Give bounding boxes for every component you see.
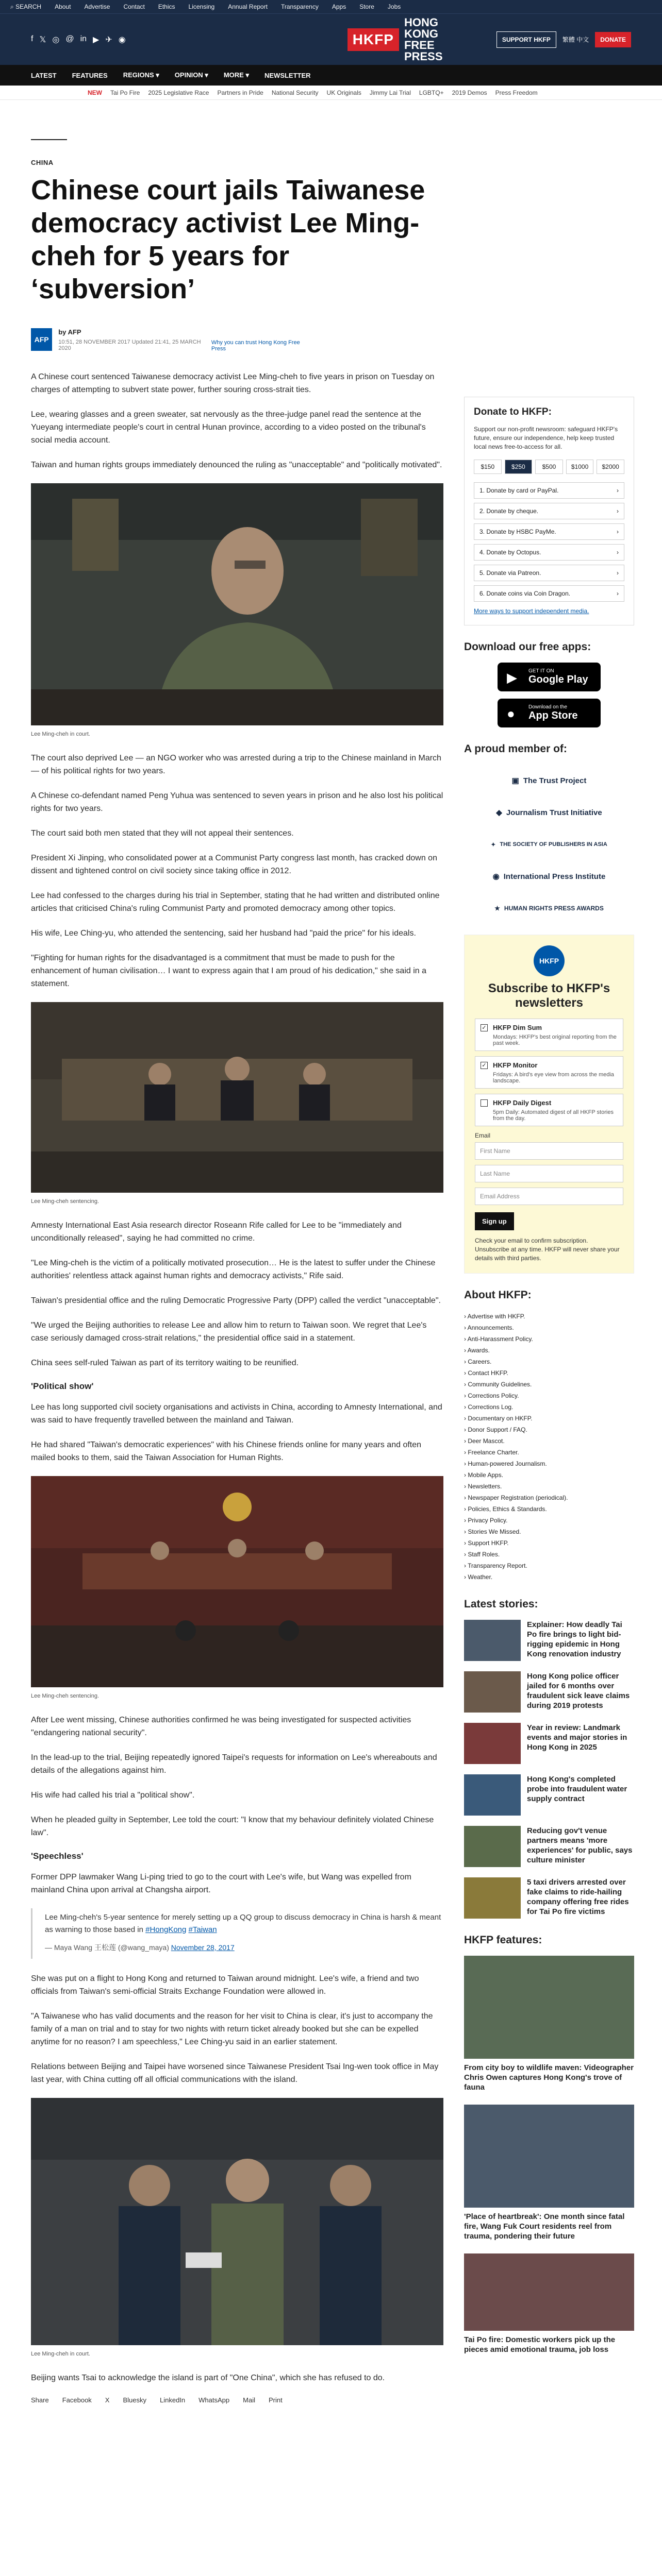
member-logo[interactable]	[464, 860, 634, 892]
feature-story[interactable]	[464, 2105, 634, 2241]
paragraph: She was put on a flight to Hong Kong and returned to Taiwan around midnight. Lee's wife, a friend and two officials from Taiwan's semi-official Straits Exchange Foundation were allowed in.	[31, 1974, 419, 1996]
about-link[interactable]: › Careers.	[464, 1356, 634, 1367]
member-name: HUMAN RIGHTS PRESS AWARDS	[504, 905, 604, 912]
story-thumbnail	[464, 1671, 521, 1713]
top-utility-bar	[0, 0, 662, 13]
about-link[interactable]: › Transparency Report.	[464, 1560, 634, 1571]
amount-option[interactable]: $250	[505, 460, 533, 474]
latest-title: Latest stories:	[464, 1598, 538, 1610]
article	[31, 139, 443, 2404]
paragraph: Taiwan's presidential office and the ruling Democratic Progressive Party (DPP) called the verdict "unacceptable".	[31, 1296, 441, 1305]
about-link[interactable]: › Deer Mascot.	[464, 1435, 634, 1447]
topbar-link[interactable]: About	[55, 3, 71, 10]
byline	[31, 328, 443, 352]
chevron-right-icon: ›	[617, 528, 619, 535]
courtroom-photo	[31, 1476, 443, 1687]
about-link[interactable]: › Freelance Charter.	[464, 1447, 634, 1458]
paragraph: After Lee went missing, Chinese authorities confirmed he was being investigated for suspected activities "endangering national security".	[31, 1716, 411, 1737]
main-nav	[0, 65, 662, 86]
site-logo[interactable]	[347, 17, 466, 62]
figure	[31, 1002, 443, 1205]
about-link[interactable]: › Donor Support / FAQ.	[464, 1424, 634, 1435]
donate-box	[464, 397, 634, 625]
story-title: Year in review: Landmark events and major stories in Hong Kong in 2025	[527, 1723, 627, 1752]
chevron-right-icon: ›	[617, 507, 619, 515]
rss-icon[interactable]: ◉	[118, 35, 126, 44]
feature-image	[464, 1956, 634, 2059]
donate-method[interactable]	[474, 565, 624, 581]
google-play-badge[interactable]	[498, 663, 601, 691]
trust-project-icon: ▣	[511, 776, 519, 785]
member-name: THE SOCIETY OF PUBLISHERS IN ASIA	[500, 841, 607, 848]
paragraph: A Chinese co-defendant named Peng Yuhua was sentenced to seven years in prison and he also lost his political rights for two years.	[31, 791, 443, 813]
trending-link[interactable]: National Security	[271, 89, 319, 96]
author-name[interactable]: AFP	[68, 328, 81, 336]
nav-item[interactable]: NEWSLETTER	[264, 71, 311, 79]
share-whatsapp[interactable]: WhatsApp	[198, 2396, 230, 2404]
paragraph: His wife, Lee Ching-yu, who attended the sentencing, said her husband had "paid the price" for his ideals.	[31, 929, 416, 938]
donate-method[interactable]	[474, 523, 624, 540]
topbar-link[interactable]: Licensing	[188, 3, 215, 10]
option-title: HKFP Daily Digest	[493, 1099, 552, 1107]
email-input[interactable]: Email Address	[475, 1188, 623, 1205]
trending-link[interactable]: Jimmy Lai Trial	[369, 89, 411, 96]
newsletter-title: Subscribe to HKFP's newsletters	[488, 981, 610, 1010]
amount-option[interactable]: $500	[535, 460, 563, 474]
paragraph: He had shared "Taiwan's democratic experiences" with his Chinese friends online for many years and often mailed books to them, said the Taiwan Association for Human Rights.	[31, 1440, 422, 1462]
about-link[interactable]: › Community Guidelines.	[464, 1379, 634, 1390]
hkfp-badge: HKFP	[534, 945, 565, 976]
story-thumbnail	[464, 1774, 521, 1816]
figure	[31, 1476, 443, 1699]
hashtag-link[interactable]: #Taiwan	[188, 1925, 217, 1934]
newsletter-box	[464, 935, 634, 1274]
member-title: A proud member of:	[464, 743, 567, 755]
paragraph: Lee has long supported civil society organisations and activists in China, according to Amnesty International, and was said to have frequently travelled between the mainland and Taiwan.	[31, 1403, 442, 1425]
share-label: Share	[31, 2396, 49, 2404]
first-name-input[interactable]: First Name	[475, 1142, 623, 1160]
paragraph: The court also deprived Lee — an NGO worker who was arrested during a trip to the Chinese mainland in March — of his political rights for two years.	[31, 754, 441, 775]
option-desc: Fridays: A bird's eye view from across the media landscape.	[493, 1072, 615, 1084]
method-label: 4. Donate by Octopus.	[479, 549, 541, 556]
facebook-icon[interactable]: f	[31, 34, 34, 43]
topbar-link[interactable]: Store	[359, 3, 374, 10]
feature-image	[464, 2105, 634, 2208]
jti-icon: ◆	[496, 808, 502, 817]
story-thumbnail	[464, 1723, 521, 1764]
option-title: HKFP Dim Sum	[493, 1024, 542, 1031]
support-button[interactable]: SUPPORT HKFP	[496, 31, 556, 48]
about-link[interactable]: › Privacy Policy.	[464, 1515, 634, 1526]
paragraph: Lee, wearing glasses and a green sweater, sat nervously as the three-judge panel read the sentence at the Yueyang intermediate people's court in central Hunan province, according to a video posted on the tribunal's social media account.	[31, 410, 426, 445]
donate-method[interactable]	[474, 585, 624, 602]
latest-story[interactable]	[464, 1620, 634, 1661]
topbar-link[interactable]: Contact	[123, 3, 145, 10]
method-label: 1. Donate by card or PayPal.	[479, 487, 559, 494]
figure	[31, 483, 443, 737]
badge-small: GET IT ON	[528, 668, 554, 674]
apple-icon: ●	[507, 706, 515, 721]
about-title: About HKFP:	[464, 1289, 532, 1301]
court-photo	[31, 483, 443, 725]
sentencing-photo	[31, 1002, 443, 1193]
donate-method[interactable]	[474, 482, 624, 499]
trending-link[interactable]: Partners in Pride	[217, 89, 263, 96]
author-line	[58, 328, 205, 336]
option-desc: Mondays: HKFP's best original reporting from the past week.	[493, 1034, 617, 1046]
paragraph: His wife had called his trial a "political show".	[31, 1791, 195, 1800]
tweet-date-link[interactable]: November 28, 2017	[171, 1943, 235, 1952]
paragraph: Amnesty International East Asia research director Roseann Rife called for Lee to be "immediately and unconditionally released", saying he had committed no crime.	[31, 1221, 402, 1243]
share-facebook[interactable]: Facebook	[62, 2396, 92, 2404]
hashtag-link[interactable]: #HongKong	[145, 1925, 187, 1934]
paragraph: "Lee Ming-cheh is the victim of a politically motivated prosecution… He is the latest to suffer under the Chinese authorities' relentless attack against human rights and democracy activists," Rife said.	[31, 1259, 436, 1280]
linkedin-icon[interactable]: in	[80, 34, 87, 43]
about-link[interactable]: › Mobile Apps.	[464, 1469, 634, 1481]
about-link[interactable]: › Announcements.	[464, 1322, 634, 1333]
photo-caption: Lee Ming-cheh in court.	[31, 731, 90, 737]
section-heading: 'Political show'	[31, 1381, 94, 1391]
topbar-link[interactable]: Apps	[332, 3, 346, 10]
chevron-right-icon: ›	[617, 590, 619, 597]
photo-caption: Lee Ming-cheh in court.	[31, 2351, 90, 2357]
member-name: Journalism Trust Initiative	[506, 808, 602, 817]
features-title: HKFP features:	[464, 1934, 542, 1946]
about-link[interactable]: › Corrections Policy.	[464, 1390, 634, 1401]
publish-dates: 10:51, 28 NOVEMBER 2017 Updated 21:41, 25 MARCH 2020	[58, 339, 201, 351]
story-title: Hong Kong's completed probe into fraudulent water supply contract	[527, 1775, 627, 1803]
about-link[interactable]: › Newspaper Registration (periodical).	[464, 1492, 634, 1503]
story-title: Explainer: How deadly Tai Po fire brings to light bid-rigging epidemic in Hong Kong renovation industry	[527, 1620, 622, 1658]
newsletter-option[interactable]	[475, 1094, 623, 1126]
about-link[interactable]: › Stories We Missed.	[464, 1526, 634, 1537]
feature-image	[464, 2253, 634, 2331]
instagram-icon[interactable]: ◎	[52, 35, 60, 44]
topbar-link[interactable]: Jobs	[387, 3, 401, 10]
photo-caption: Lee Ming-cheh sentencing.	[31, 1693, 100, 1699]
embedded-tweet	[31, 1908, 443, 1959]
about-link[interactable]: › Staff Roles.	[464, 1549, 634, 1560]
about-link[interactable]: › Newsletters.	[464, 1481, 634, 1492]
paragraph: Beijing wants Tsai to acknowledge the island is part of "One China", which she has refused to do.	[31, 2374, 385, 2382]
story-thumbnail	[464, 1877, 521, 1919]
latest-story[interactable]	[464, 1826, 634, 1867]
donate-amounts	[474, 460, 624, 474]
method-label: 2. Donate by cheque.	[479, 507, 539, 515]
app-store-badge[interactable]	[498, 699, 601, 727]
x-icon[interactable]: 𝕏	[39, 35, 46, 44]
sidebar	[464, 397, 634, 2367]
paragraph: Former DPP lawmaker Wang Li-ping tried to go to the court with Lee's wife, but Wang was expelled from mainland China upon arrival at Changsha airport.	[31, 1873, 411, 1894]
youtube-icon[interactable]: ▶	[93, 35, 100, 44]
figure	[31, 2098, 443, 2357]
feature-story[interactable]	[464, 1956, 634, 2092]
escort-photo	[31, 2098, 443, 2345]
paragraph: "A Taiwanese who has valid documents and the reason for her visit to China is clear, it's just to accompany the family of a man on trial and to stay for two nights with return ticket already booked but she can be expelled anytime for no reason? I am speechless," Lee Ching-yu said in an earlier statement.	[31, 2012, 433, 2046]
feature-title: From city boy to wildlife maven: Videographer Chris Owen captures Hong Kong's trove of fauna	[464, 2063, 634, 2092]
nav-item[interactable]: MORE ▾	[223, 71, 249, 79]
share-mail[interactable]: Mail	[243, 2396, 255, 2404]
paragraph: When he pleaded guilty in September, Lee told the court: "I know that my behaviour definitely violated Chinese law".	[31, 1816, 434, 1837]
option-title: HKFP Monitor	[493, 1061, 538, 1069]
signup-button[interactable]: Sign up	[475, 1212, 514, 1230]
donate-text: Support our non-profit newsroom: safeguard HKFP's future, ensure our independence, help keep trusted local news free-to-access for all.	[474, 426, 618, 450]
badge-large: Google Play	[528, 674, 588, 685]
social-icons	[31, 35, 126, 45]
section-heading: 'Speechless'	[31, 1851, 84, 1861]
paragraph: Relations between Beijing and Taipei have worsened since Taiwanese President Tsai Ing-wen took office in May last year, with China cutting off all official communications with the island.	[31, 2062, 439, 2084]
ipi-icon: ◉	[492, 872, 500, 881]
about-link[interactable]: › Advertise with HKFP.	[464, 1311, 634, 1322]
latest-story[interactable]	[464, 1774, 634, 1816]
about-link[interactable]: › Weather.	[464, 1571, 634, 1583]
topbar-link[interactable]: Transparency	[280, 3, 319, 10]
more-ways-link[interactable]: More ways to support independent media.	[474, 607, 589, 615]
donate-title: Donate to HKFP:	[474, 406, 552, 417]
member-logo[interactable]	[464, 765, 634, 796]
nav-item[interactable]: REGIONS ▾	[123, 71, 159, 79]
member-logo[interactable]	[464, 828, 634, 860]
latest-story[interactable]	[464, 1723, 634, 1764]
share-bar	[31, 2396, 443, 2404]
checkbox[interactable]: ✓	[481, 1062, 488, 1069]
new-badge: NEW	[88, 89, 102, 96]
by-label: by	[58, 328, 67, 336]
trending-link[interactable]: LGBTQ+	[419, 89, 444, 96]
member-logo[interactable]	[464, 892, 634, 924]
nav-item[interactable]: FEATURES	[72, 71, 108, 79]
checkbox[interactable]	[481, 1099, 488, 1107]
story-title: Reducing gov't venue partners means 'more experiences' for public, says culture minister	[527, 1826, 633, 1865]
trending-bar	[0, 86, 662, 100]
article-title: Chinese court jails Taiwanese democracy activist Lee Ming-cheh for 5 years for ‘subversion’	[31, 175, 425, 304]
method-label: 3. Donate by HSBC PayMe.	[479, 528, 556, 535]
paragraph: President Xi Jinping, who consolidated power at a Communist Party congress last month, has cracked down on dissent and tightened control on civil society since taking office in 2012.	[31, 854, 437, 875]
about-link[interactable]: › Corrections Log.	[464, 1401, 634, 1413]
donate-button[interactable]: DONATE	[595, 32, 631, 47]
trending-link[interactable]: Tai Po Fire	[110, 89, 140, 96]
share-x[interactable]: X	[105, 2396, 110, 2404]
paragraph: A Chinese court sentenced Taiwanese democracy activist Lee Ming-cheh to five years in prison on Tuesday on charges of attempting to subvert state power, further souring cross-strait ties.	[31, 372, 435, 394]
about-link[interactable]: › Human-powered Journalism.	[464, 1458, 634, 1469]
last-name-input[interactable]: Last Name	[475, 1165, 623, 1182]
about-link[interactable]: › Support HKFP.	[464, 1537, 634, 1549]
trending-link[interactable]: 2019 Demos	[452, 89, 487, 96]
threads-icon[interactable]: @	[65, 34, 74, 43]
trending-link[interactable]: 2025 Legislative Race	[148, 89, 209, 96]
topbar-link[interactable]: Annual Report	[228, 3, 268, 10]
google-play-icon: ▶	[507, 670, 517, 685]
author-avatar: AFP	[31, 328, 52, 351]
newsletter-option[interactable]	[475, 1056, 623, 1089]
paragraph: The court said both men stated that they will not appeal their sentences.	[31, 829, 294, 838]
donate-method[interactable]	[474, 544, 624, 561]
search-label: SEARCH	[15, 3, 42, 10]
topbar-link[interactable]: Advertise	[84, 3, 110, 10]
chevron-right-icon: ›	[617, 549, 619, 556]
apps-title: Download our free apps:	[464, 641, 591, 653]
tweet-text	[45, 1911, 443, 1936]
story-title: 5 taxi drivers arrested over fake claims to ride-hailing company offering free rides for Tai Po fire victims	[527, 1878, 629, 1916]
member-name: International Press Institute	[503, 872, 606, 881]
paragraph: Taiwan and human rights groups immediately denounced the ruling as "unacceptable" and "politically motivated".	[31, 461, 442, 469]
sopa-icon: ✦	[491, 841, 496, 848]
amount-option[interactable]: $150	[474, 460, 502, 474]
latest-story[interactable]	[464, 1671, 634, 1713]
member-name: The Trust Project	[523, 776, 587, 785]
logo-text: HONG KONG FREE PRESS	[404, 15, 443, 63]
tweet-author: — Maya Wang 王松莲 (@wang_maya)	[45, 1943, 171, 1952]
amount-option[interactable]: $1000	[566, 460, 594, 474]
telegram-icon[interactable]: ✈	[105, 35, 112, 44]
paragraph: In the lead-up to the trial, Beijing repeatedly ignored Taipei's requests for information on Lee's whereabouts and details of the allegations against him.	[31, 1753, 437, 1775]
paragraph: "We urged the Beijing authorities to release Lee and allow him to return to Taiwan soon. We regret that Lee's case seriously damaged cross-strait relations," the presidential office said in a statement.	[31, 1321, 427, 1343]
paragraph: China sees self-ruled Taiwan as part of its territory waiting to be reunified.	[31, 1359, 299, 1367]
nav-item[interactable]: OPINION ▾	[174, 71, 208, 79]
feature-title: 'Place of heartbreak': One month since fatal fire, Wang Fuk Court residents reel from trauma, pondering their future	[464, 2212, 625, 2241]
logo-mark: HKFP	[347, 28, 399, 51]
share-linkedin[interactable]: LinkedIn	[160, 2396, 186, 2404]
site-header	[0, 13, 662, 65]
chevron-right-icon: ›	[617, 487, 619, 494]
topbar-link[interactable]: Ethics	[158, 3, 175, 10]
about-link[interactable]: › Documentary on HKFP.	[464, 1413, 634, 1424]
paragraph: Lee had confessed to the charges during his trial in September, stating that he had written and distributed online articles that criticised China's ruling Communist Party and promoted democracy among other topics.	[31, 891, 440, 913]
share-print[interactable]: Print	[268, 2396, 283, 2404]
donate-method[interactable]	[474, 503, 624, 519]
hrpa-icon: ★	[494, 905, 500, 912]
nav-item[interactable]: LATEST	[31, 71, 57, 79]
badge-small: Download on the	[528, 704, 568, 710]
photo-caption: Lee Ming-cheh sentencing.	[31, 1198, 100, 1205]
method-label: 5. Donate via Patreon.	[479, 569, 541, 577]
language-switch[interactable]: 繁體 中文	[562, 36, 589, 43]
about-link[interactable]: › Anti-Harassment Policy.	[464, 1333, 634, 1345]
feature-title: Tai Po fire: Domestic workers pick up the pieces amid emotional trauma, job loss	[464, 2335, 616, 2354]
about-list	[464, 1311, 634, 1583]
latest-story[interactable]	[464, 1877, 634, 1919]
paragraph: "Fighting for human rights for the disadvantaged is a commitment that must be made to push for the enhancement of human civilisation… I want to express again that I am proud of his dedication," she said in a statement.	[31, 954, 427, 988]
chevron-right-icon: ›	[617, 569, 619, 577]
badge-large: App Store	[528, 710, 578, 721]
trending-link[interactable]: UK Originals	[326, 89, 361, 96]
search-link[interactable]: ⌕ SEARCH	[10, 3, 42, 10]
story-title: Hong Kong police officer jailed for 6 months over fraudulent sick leave claims during 2019 protests	[527, 1672, 630, 1710]
about-link[interactable]: › Contact HKFP.	[464, 1367, 634, 1379]
checkbox[interactable]: ✓	[481, 1024, 488, 1031]
trust-link[interactable]: Why you can trust Hong Kong Free Press	[211, 340, 300, 352]
tweet-body: Lee Ming-cheh's 5-year sentence for merely setting up a QQ group to discuss democracy in China is harsh & meant as warning to those based in	[45, 1913, 441, 1934]
story-thumbnail	[464, 1826, 521, 1867]
feature-story[interactable]	[464, 2253, 634, 2354]
divider	[31, 139, 67, 140]
trending-link[interactable]: Press Freedom	[495, 89, 538, 96]
tweet-source	[45, 1941, 443, 1954]
article-category[interactable]: CHINA	[31, 159, 54, 166]
member-logo[interactable]	[464, 796, 634, 828]
story-thumbnail	[464, 1620, 521, 1661]
amount-option[interactable]: $2000	[597, 460, 624, 474]
newsletter-option[interactable]	[475, 1019, 623, 1051]
option-desc: 5pm Daily: Automated digest of all HKFP stories from the day.	[493, 1109, 614, 1122]
newsletter-note: Check your email to confirm subscription. Unsubscribe at any time. HKFP will never share your details with third parties.	[475, 1237, 620, 1262]
email-label: Email	[475, 1132, 491, 1139]
about-link[interactable]: › Awards.	[464, 1345, 634, 1356]
about-link[interactable]: › Policies, Ethics & Standards.	[464, 1503, 634, 1515]
share-bluesky[interactable]: Bluesky	[123, 2396, 146, 2404]
method-label: 6. Donate coins via Coin Dragon.	[479, 590, 571, 597]
